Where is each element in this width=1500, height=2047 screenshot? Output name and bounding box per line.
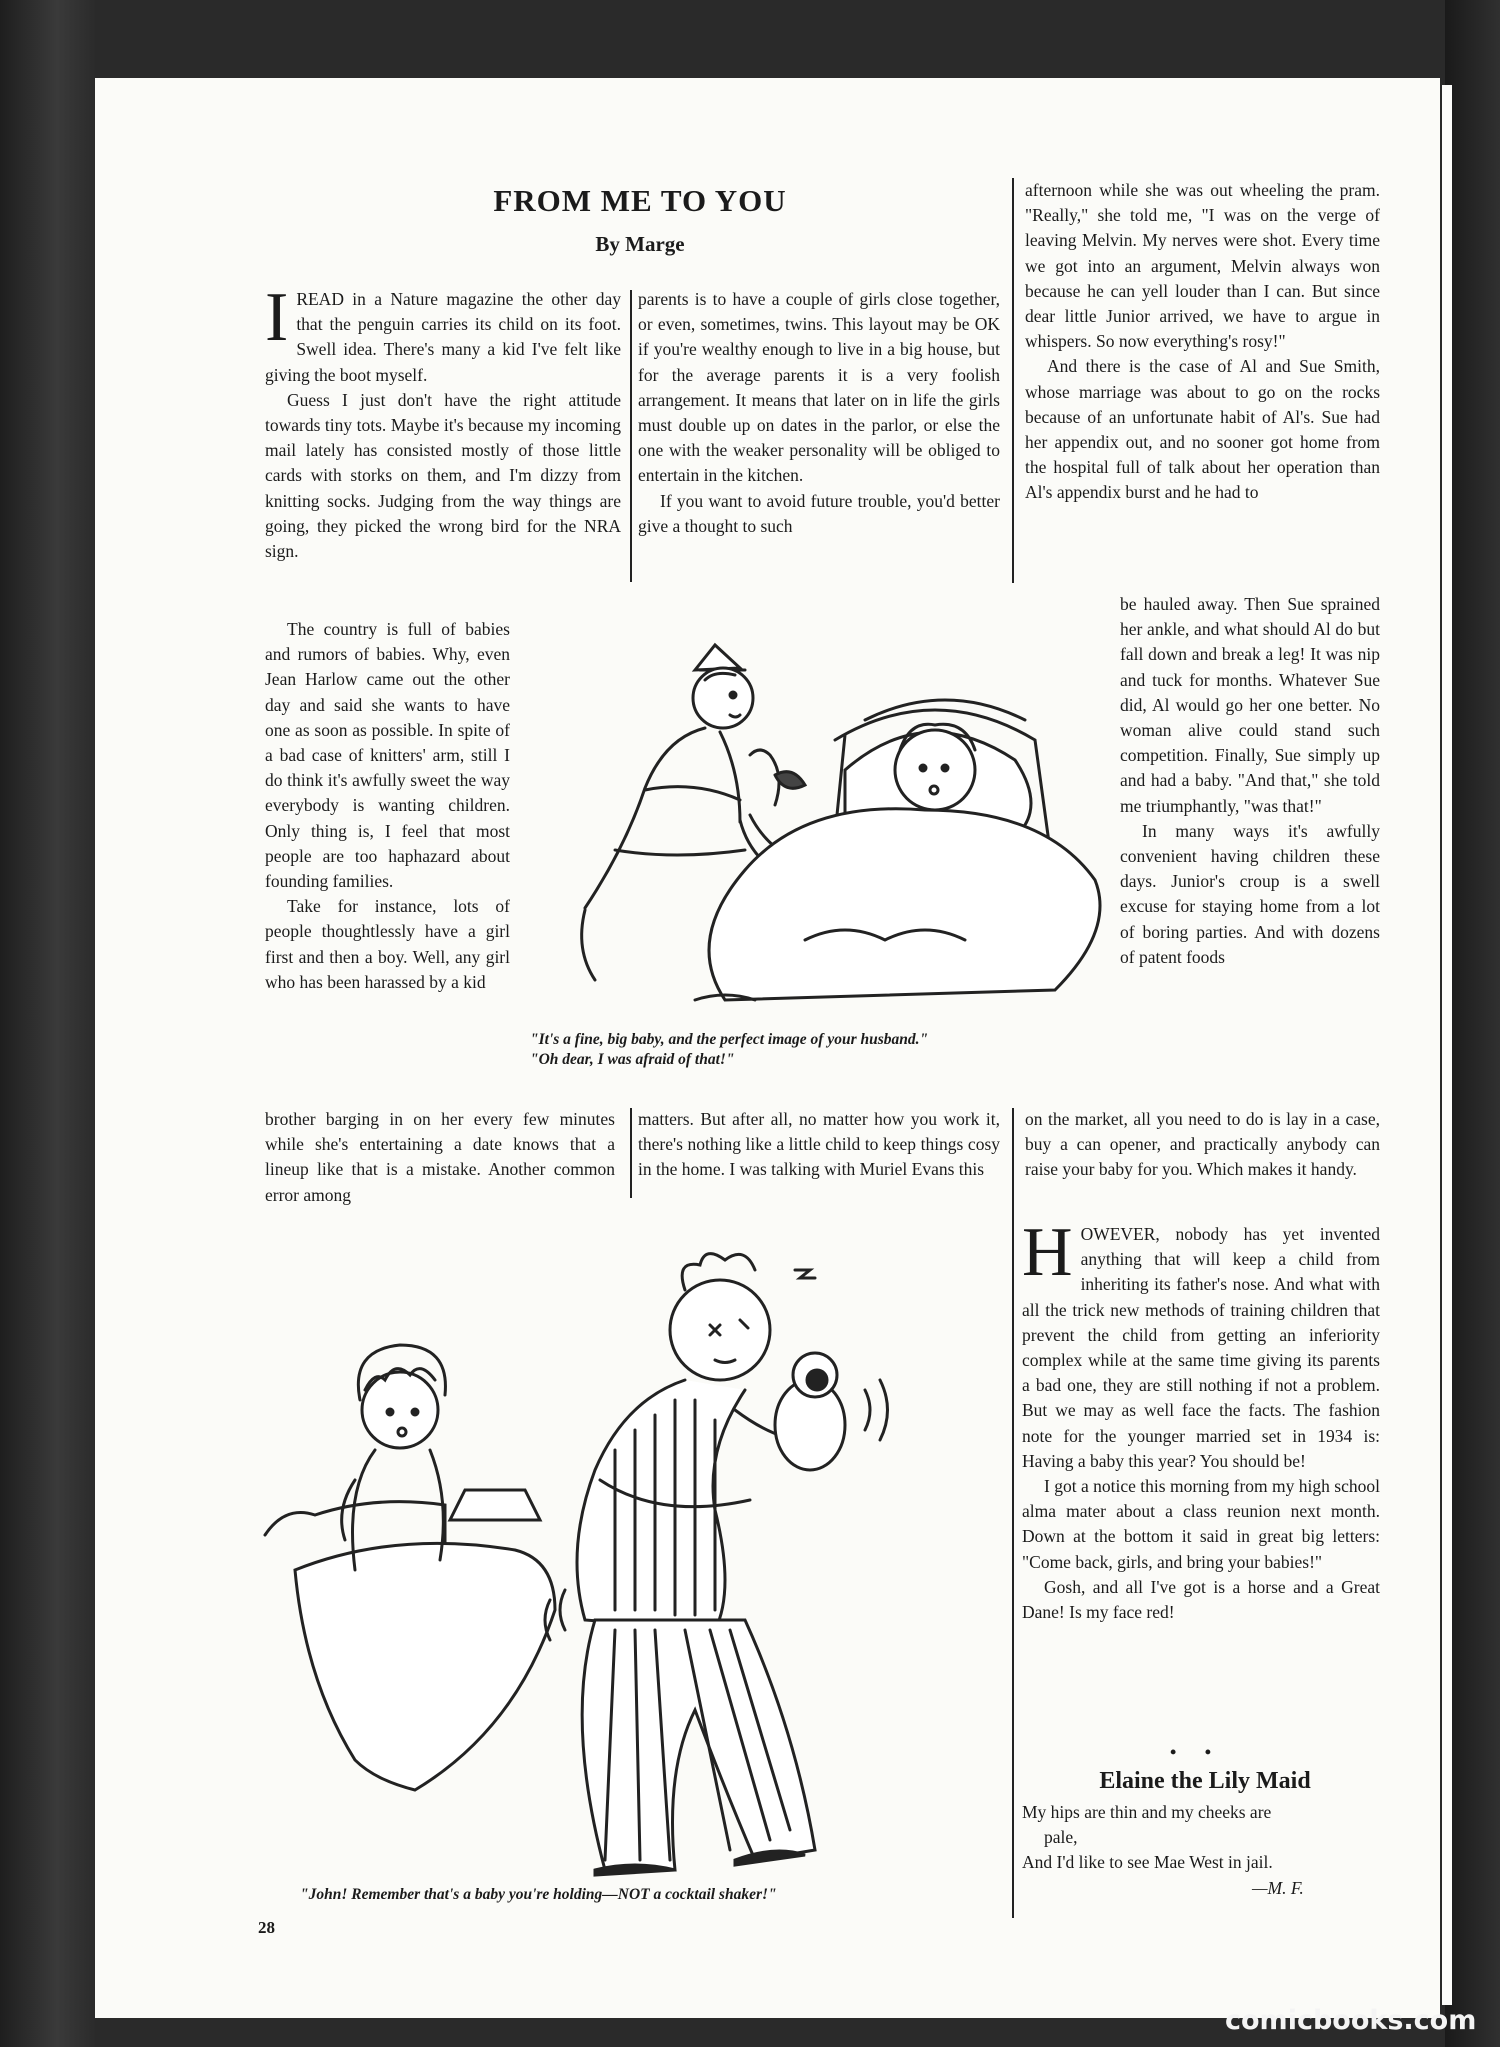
page-number: 28 bbox=[258, 1918, 275, 1937]
paragraph-text: READ in a Nature magazine the other day that the penguin carries its child on its foot. Swell idea. There's many a kid I've felt like giving the boot myself. bbox=[265, 289, 621, 385]
paragraph: parents is to have a couple of girls close together, or even, sometimes, twins. This layout may be OK if you're wealthy enough to live in a big house, but for the average parents it is a very foolish arrangement. It means that later on in life the girls must double up on dates in the parlor, or else the one with the weaker personality will be obliged to entertain in the kitchen. bbox=[638, 289, 1000, 486]
caption-1-line-1: "It's a fine, big baby, and the perfect image of your husband." bbox=[530, 1031, 929, 1048]
poem-line: pale, bbox=[1044, 1827, 1078, 1848]
scan-margin-left bbox=[0, 0, 95, 2047]
paragraph: be hauled away. Then Sue sprained her ankle, and what should Al do but fall down and break a leg! It was nip and tuck for months. Whatever Sue did, Al would go her one better. No woman alive could stand such competition. Finally, Sue simply up and had a baby. "And that," she told me triumphantly, "was that!" bbox=[1120, 594, 1380, 816]
paragraph: The country is full of babies and rumors of babies. Why, even Jean Harlow came out the other day and said she wants to have one as soon as possible. In spite of a bad case of knitters' arm, still I do think it's awfully sweet the way everybody is wanting children. Only thing is, I feel that most people are too haphazard about founding families. bbox=[265, 619, 510, 892]
column-rule bbox=[1012, 1108, 1014, 1918]
article-title: FROM ME TO YOU bbox=[493, 183, 787, 218]
drop-cap: H bbox=[1022, 1214, 1073, 1291]
next-page-edge bbox=[1442, 85, 1452, 2005]
column-rule bbox=[630, 1108, 632, 1198]
column-1-top bbox=[265, 279, 621, 564]
paragraph: I got a notice this morning from my high school alma mater about a class reunion next month. Down at the bottom it said in great big letters: "Come back, girls, and bring your babies!" bbox=[1022, 1476, 1380, 1572]
paragraph: If you want to avoid future trouble, you'd better give a thought to such bbox=[638, 490, 1000, 536]
column-rule bbox=[630, 290, 632, 582]
drop-cap: I bbox=[265, 279, 289, 356]
paragraph: Gosh, and all I've got is a horse and a Great Dane! Is my face red! bbox=[1022, 1576, 1380, 1623]
paragraph: on the market, all you need to do is lay in a case, buy a can opener, and practically anybody can raise your baby for you. Which makes it handy. bbox=[1025, 1109, 1380, 1180]
caption-1 bbox=[530, 1030, 1130, 1070]
column-3-section-2 bbox=[1022, 1214, 1380, 1625]
column-2-top bbox=[638, 287, 1000, 539]
caption-2: "John! Remember that's a baby you're holding—NOT a cocktail shaker!" bbox=[300, 1886, 777, 1903]
article-byline: By Marge bbox=[595, 232, 685, 256]
nurse-bed-illustration bbox=[545, 640, 1115, 1010]
poem-signature: —M. F. bbox=[1252, 1877, 1304, 1898]
poem-line: My hips are thin and my cheeks are bbox=[1022, 1802, 1272, 1822]
watermark: comicbooks.com bbox=[1225, 2005, 1477, 2036]
paragraph: Take for instance, lots of people thoughtlessly have a girl first and then a boy. Well, any girl who has been harassed by a kid bbox=[265, 896, 510, 992]
paragraph-text: OWEVER, nobody has yet invented anything that will keep a child from inheriting its father's nose. And what with all the trick new methods of training children that prevent the child from getting an inferiority complex while at the same time giving its parents a bad one, they are still nothing if not a problem. But we may as well face the facts. The fashion note for the younger married set in 1934 is: Having a baby this year? You should be! bbox=[1022, 1224, 1380, 1471]
paragraph: matters. But after all, no matter how you work it, there's nothing like a little child to keep things cosy in the home. I was talking with Muriel Evans this bbox=[638, 1109, 1000, 1180]
section-separator: • • bbox=[1170, 1742, 1224, 1762]
column-3-top bbox=[1025, 178, 1380, 506]
caption-1-line-2: "Oh dear, I was afraid of that!" bbox=[530, 1051, 735, 1068]
column-3-wrap bbox=[1120, 592, 1380, 970]
poem-line: And I'd like to see Mae West in jail. bbox=[1022, 1852, 1273, 1873]
paragraph bbox=[265, 279, 621, 388]
column-1-bottom bbox=[265, 1107, 615, 1208]
paragraph: Guess I just don't have the right attitude towards tiny tots. Maybe it's because my incoming mail lately has consisted mostly of those little cards with storks on them, and I'm dizzy from knitting socks. Judging from the way things are going, they picked the wrong bird for the NRA sign. bbox=[265, 389, 621, 562]
scan-margin-right bbox=[1445, 0, 1500, 2047]
poem bbox=[1022, 1800, 1380, 1901]
man-holding-baby-illustration bbox=[265, 1250, 1005, 1890]
column-1-wrap bbox=[265, 617, 510, 995]
column-2-bottom bbox=[638, 1107, 1000, 1183]
paragraph: In many ways it's awfully convenient having children these days. Junior's croup is a swell excuse for staying home from a lot of boring parties. And with dozens of patent foods bbox=[1120, 820, 1380, 967]
paragraph bbox=[1022, 1214, 1380, 1474]
poem-title: Elaine the Lily Maid bbox=[1099, 1768, 1311, 1794]
paragraph: And there is the case of Al and Sue Smith, whose marriage was about to go on the rocks because of an unfortunate habit of Al's. Sue had her appendix out, and no sooner got home from the hospital full of talk about her operation than Al's appendix burst and he had to bbox=[1025, 356, 1380, 503]
paragraph: afternoon while she was out wheeling the pram. "Really," she told me, "I was on the verge of leaving Melvin. My nerves were shot. Every time we got into an argument, Melvin always won because he can yell louder than I can. But since dear little Junior arrived, we have to argue in whispers. So now everything's rosy!" bbox=[1025, 180, 1380, 352]
column-rule bbox=[1012, 178, 1014, 583]
paragraph: brother barging in on her every few minutes while she's entertaining a date knows that a lineup like that is a mistake. Another common error among bbox=[265, 1109, 615, 1205]
column-3-after bbox=[1025, 1107, 1380, 1183]
